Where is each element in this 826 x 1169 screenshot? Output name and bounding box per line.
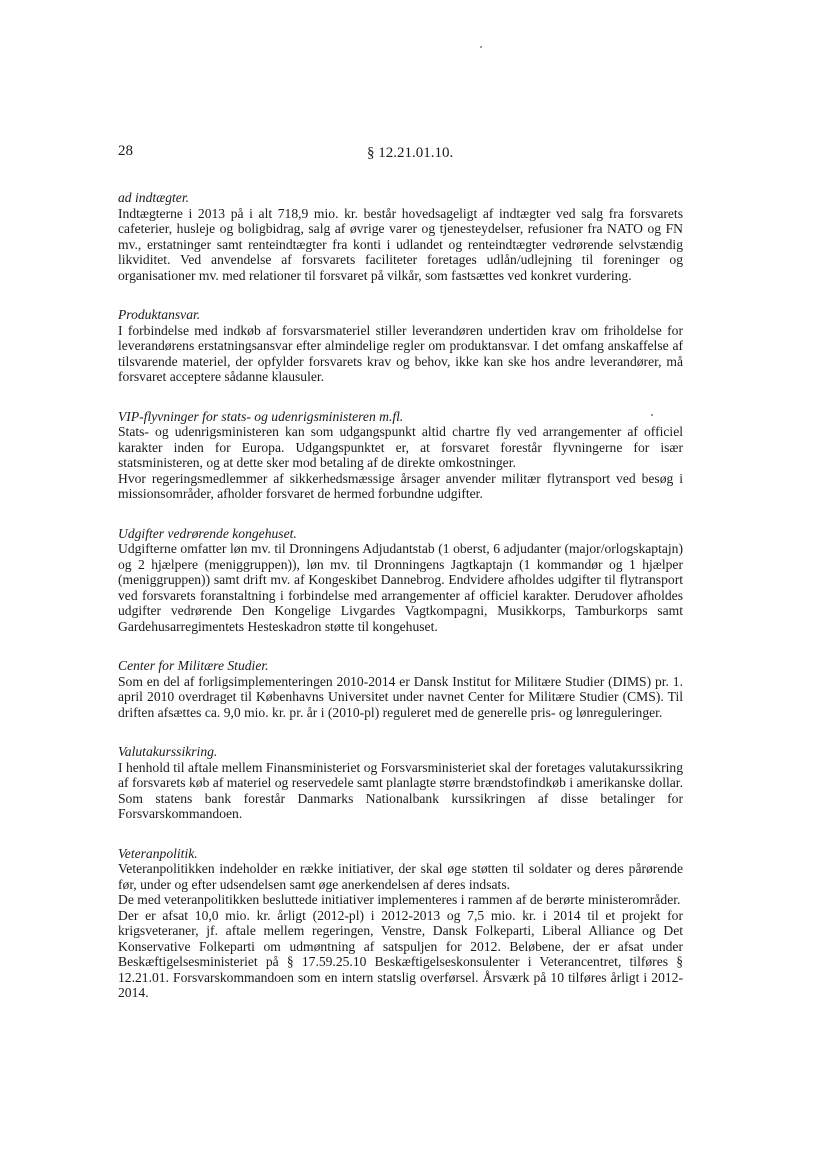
section-heading: VIP-flyvninger for stats- og udenrigsministeren m.fl. [118,408,404,424]
section-heading: Produktansvar. [118,307,201,322]
section-paragraph: Der er afsat 10,0 mio. kr. årligt (2012-pl) i 2012-2013 og 7,5 mio. kr. i 2014 til et projekt for krigsveteraner, jf. aftale mellem regeringen, Venstre, Dansk Folkeparti, Liberal Alliance og Det Konservative Folkeparti om udmøntning af satspuljen for 2012. Beløbene, der er afsat under Beskæftigelsesministeriet på § 17.59.25.10 Beskæftigelseskonsulenter i Veterancentret, tilføres § 12.21.01. Forsvarskommandoen som en intern statslig overførsel. Årsværk på 10 tilføres årligt i 2012-2014. [118,907,683,1000]
section-paragraph: De med veteranpolitikken besluttede initiativer implementeres i rammen af de berørte ministerområder. [118,892,681,907]
page-number: 28 [118,143,133,159]
section-center-militaere-studier [118,658,683,720]
section-vip-flyvninger [118,409,683,502]
section-paragraph: Hvor regeringsmedlemmer af sikkerhedsmæssige årsager anvender militær flytransport ved besøg i missionsområder, afholder forsvaret de hermed forbundne udgifter. [118,470,683,501]
section-paragraph: Veteranpolitikken indeholder en række initiativer, der skal øge støtten til soldater og deres pårørende før, under og efter udsendelsen samt øge anerkendelsen af deres indsats. [118,861,683,892]
section-paragraph: Udgifterne omfatter løn mv. til Dronningens Adjudantstab (1 oberst, 6 adjudanter (major/orlogskaptajn) og 2 hjælpere (meniggruppen)), løn mv. til Dronningens Jagtkaptajn (1 kommandør og 1 hjælper (meniggruppen)) samt drift mv. af Kongeskibet Dannebrog. Endvidere afholdes udgifter til flytransport ved forsvarets foranstaltning i forbindelse med arrangementer af officiel karakter. Derudover afholdes udgifter vedrørende Den Kongelige Livgardes Vagtkompagni, Musikkorps, Tamburkorps samt Gardehusarregimentets Hesteskadron støtte til kongehuset. [118,541,683,634]
section-heading: Veteranpolitik. [118,845,198,861]
section-paragraph: Stats- og udenrigsministeren kan som udgangspunkt altid chartre fly ved arrangementer af officiel karakter inden for Europa. Udgangspunktet er, at forsvaret forestår flyvningerne for især statsministeren, og at dette sker mod betaling af de direkte omkostninger. [118,424,683,470]
section-paragraph: I forbindelse med indkøb af forsvarsmateriel stiller leverandøren undertiden krav om friholdelse for leverandørens erstatningsansvar efter almindelige regler om produktansvar. I det omfang anskaffelse af tilsvarende materiel, der opfylder forsvarets krav og behov, ikke kan ske hos andre leverandører, må forsvaret acceptere sådanne klausuler. [118,322,683,384]
section-produktansvar [118,307,683,385]
section-valutakurssikring [118,744,683,822]
section-paragraph: Indtægterne i 2013 på i alt 718,9 mio. kr. består hovedsageligt af indtægter ved salg fra forsvarets cafeterier, husleje og boligbidrag, salg af øvrige varer og tjenesteydelser, refusioner fra NATO og FN mv., erstatninger samt renteindtægter fra konti i udlandet og renteindtægter vedrørende selvstændig likviditet. Ved anvendelse af forsvarets faciliteter foretages udlån/udlejning til foreninger og organisationer mv. med relationer til forsvaret på vilkår, som fastsættes ved konkret vurdering. [118,205,683,283]
document-body [118,190,683,1016]
section-heading: ad indtægter. [118,190,189,205]
scan-speck [480,46,482,48]
section-heading: Center for Militære Studier. [118,658,269,673]
section-indtaegter [118,190,683,283]
section-heading: Valutakurssikring. [118,744,218,759]
section-veteranpolitik [118,846,683,1001]
section-kongehuset [118,526,683,635]
paragraph-reference: § 12.21.01.10. [367,145,454,161]
section-paragraph: I henhold til aftale mellem Finansministeriet og Forsvarsministeriet skal der foretages valutakurssikring af forsvarets køb af materiel og reservedele samt planlagte større brændstofindkøb i amerikanske dollar. Som statens bank forestår Danmarks Nationalbank kurssikringen af disse betalinger for Forsvarskommandoen. [118,759,683,821]
section-paragraph: Som en del af forligsimplementeringen 2010-2014 er Dansk Institut for Militære Studier (DIMS) pr. 1. april 2010 overdraget til Københavns Universitet under navnet Center for Militære Studier (CMS). Til driften afsættes ca. 9,0 mio. kr. pr. år i (2010-pl) reguleret med de generelle pris- og lønreguleringer. [118,673,683,720]
section-heading: Udgifter vedrørende kongehuset. [118,525,297,541]
